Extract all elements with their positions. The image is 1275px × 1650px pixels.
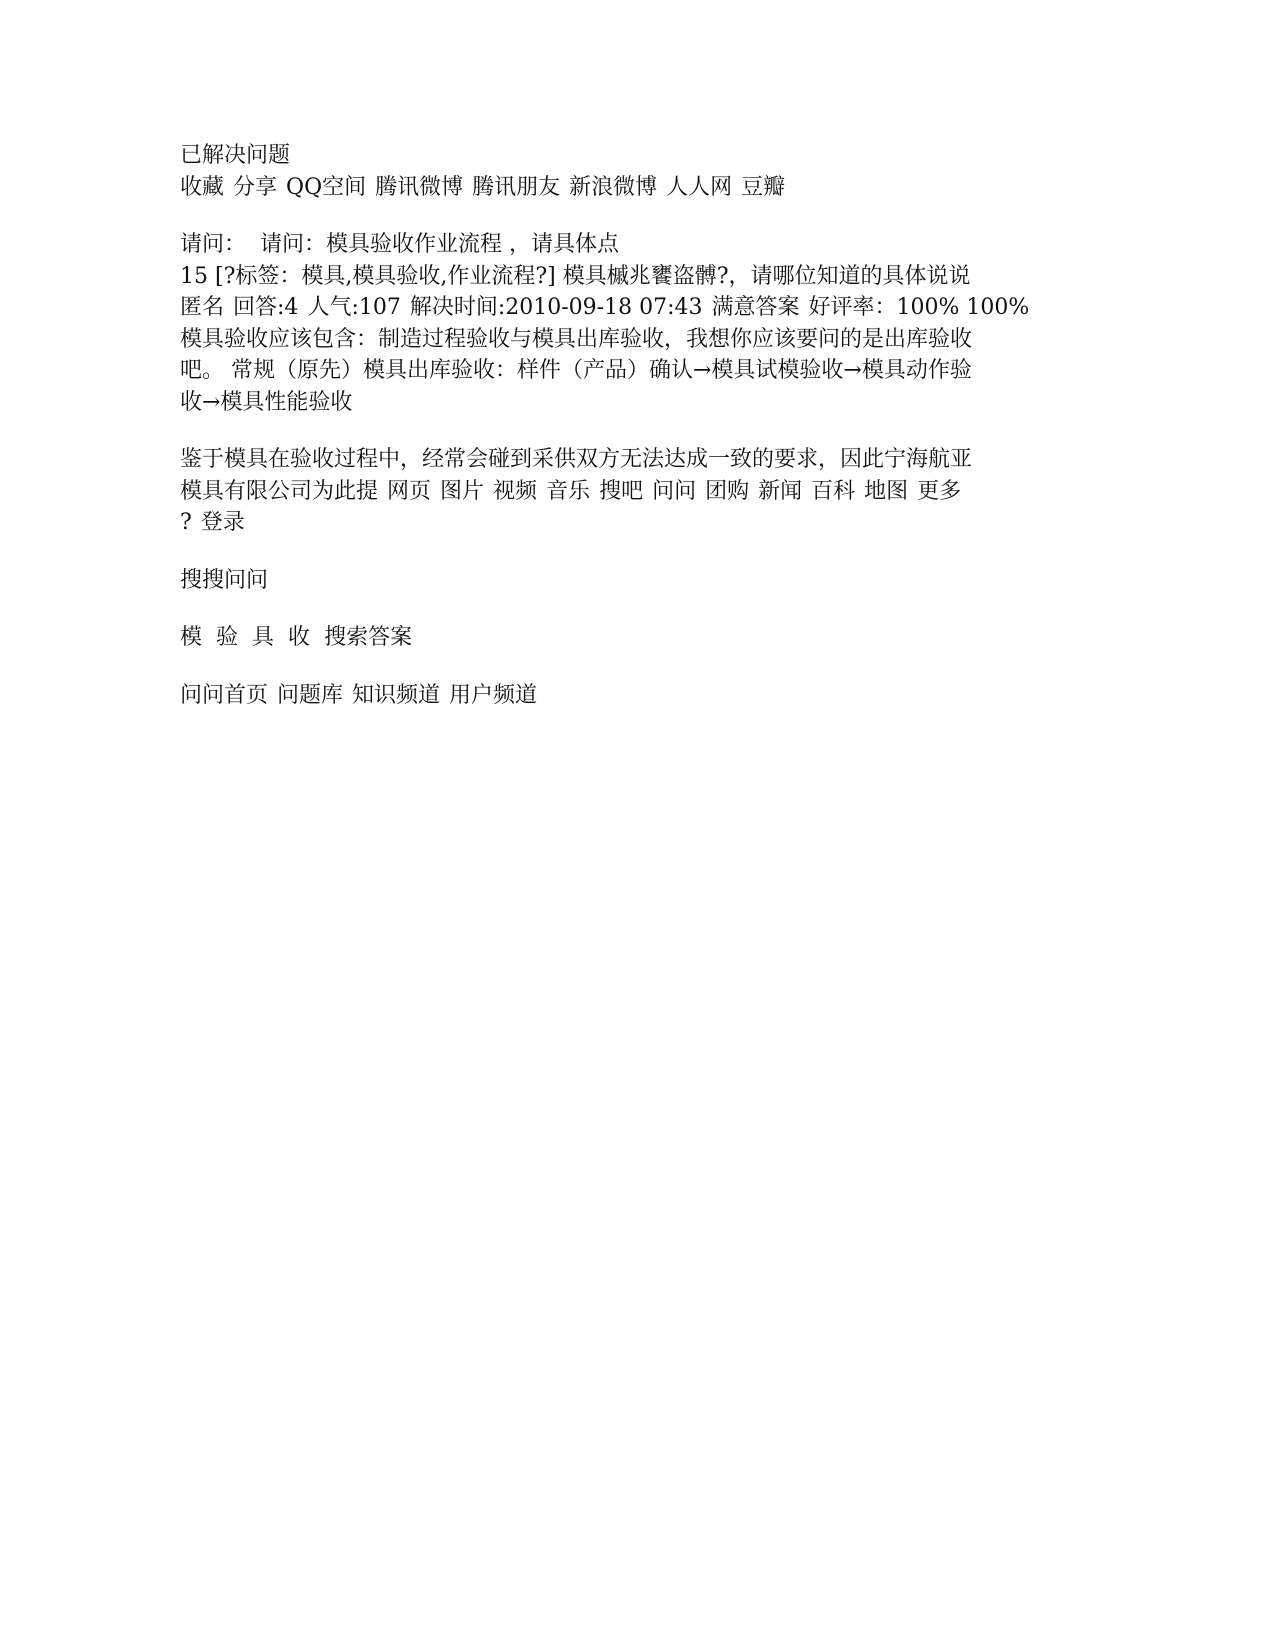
popularity-count: 人气:107 — [307, 295, 401, 320]
question-title: 请问：模具验收作业流程 ，请具体点 — [260, 232, 620, 257]
search-term-4: 收 — [288, 625, 311, 650]
nav-video[interactable]: 视频 — [493, 478, 538, 504]
nav-music[interactable]: 音乐 — [546, 478, 591, 504]
tencent-weibo-link[interactable]: 腾讯微博 — [375, 174, 464, 200]
search-term-3: 具 — [252, 625, 275, 650]
nav-wenwen[interactable]: 问问 — [652, 478, 697, 504]
brand-name: 搜搜问问 — [180, 567, 269, 593]
nav-news[interactable]: 新闻 — [758, 478, 803, 504]
question-prefix: 请问： — [180, 232, 247, 257]
question-heading — [180, 229, 1060, 261]
question-tags: 15 [?标签：模具,模具验收,作业流程?] 模具槭兆饔盗髆?，请哪位知道的具体说说 — [180, 263, 971, 289]
qzone-link[interactable]: QQ空间 — [286, 174, 367, 200]
share-link[interactable]: 分享 — [233, 174, 278, 200]
asker-name: 匿名 — [180, 295, 225, 320]
nav-group-buy[interactable]: 团购 — [705, 478, 750, 504]
sina-weibo-link[interactable]: 新浪微博 — [569, 174, 658, 200]
favorite-link[interactable]: 收藏 — [180, 174, 225, 200]
footer-question-bank[interactable]: 问题库 — [277, 682, 344, 708]
search-term-1: 模 — [180, 625, 203, 650]
nav-line-2 — [180, 507, 1060, 539]
nav-souba[interactable]: 搜吧 — [599, 478, 644, 504]
renren-link[interactable]: 人人网 — [666, 174, 733, 200]
nav-map[interactable]: 地图 — [864, 478, 909, 504]
document-page — [180, 140, 1060, 711]
footer-knowledge-channel[interactable]: 知识频道 — [352, 682, 441, 708]
login-link[interactable]: 登录 — [200, 510, 245, 535]
tencent-friends-link[interactable]: 腾讯朋友 — [472, 174, 561, 200]
status-label: 已解决问题 — [180, 143, 291, 168]
answer-count: 回答:4 — [233, 295, 299, 320]
satisfied-answer-label: 满意答案 — [711, 295, 800, 320]
footer-user-channel[interactable]: 用户频道 — [449, 682, 538, 708]
excerpt-nav-line — [180, 476, 1060, 508]
resolved-time: 解决时间:2010-09-18 07:43 — [409, 295, 703, 320]
nav-images[interactable]: 图片 — [440, 478, 485, 504]
more-glyph: ? — [180, 510, 192, 535]
answer-line-1: 模具验收应该包含：制造过程验收与模具出库验收，我想你应该要问的是出库验收 — [180, 326, 973, 352]
nav-more[interactable]: 更多 — [917, 478, 962, 504]
excerpt-line-1: 鉴于模具在验收过程中，经常会碰到采供双方无法达成一致的要求，因此宁海航亚 — [180, 447, 973, 472]
search-term-2: 验 — [216, 625, 239, 650]
share-bar — [180, 172, 1060, 204]
nav-web[interactable]: 网页 — [387, 478, 432, 504]
douban-link[interactable]: 豆瓣 — [741, 174, 786, 200]
question-meta — [180, 292, 1060, 324]
footer-nav — [180, 680, 1060, 712]
answer-line-3: 收→模具性能验收 — [180, 389, 353, 415]
excerpt-line-2: 模具有限公司为此提 — [180, 478, 379, 504]
rating: 好评率：100% 100% — [808, 295, 1030, 320]
answer-line-2: 吧。 常规（原先）模具出库验收：样件（产品）确认→模具试模验收→模具动作验 — [180, 358, 972, 383]
nav-baike[interactable]: 百科 — [811, 478, 856, 504]
search-answer-button[interactable]: 搜索答案 — [324, 625, 413, 650]
footer-wenwen-home[interactable]: 问问首页 — [180, 682, 269, 708]
search-bar — [180, 622, 1060, 654]
